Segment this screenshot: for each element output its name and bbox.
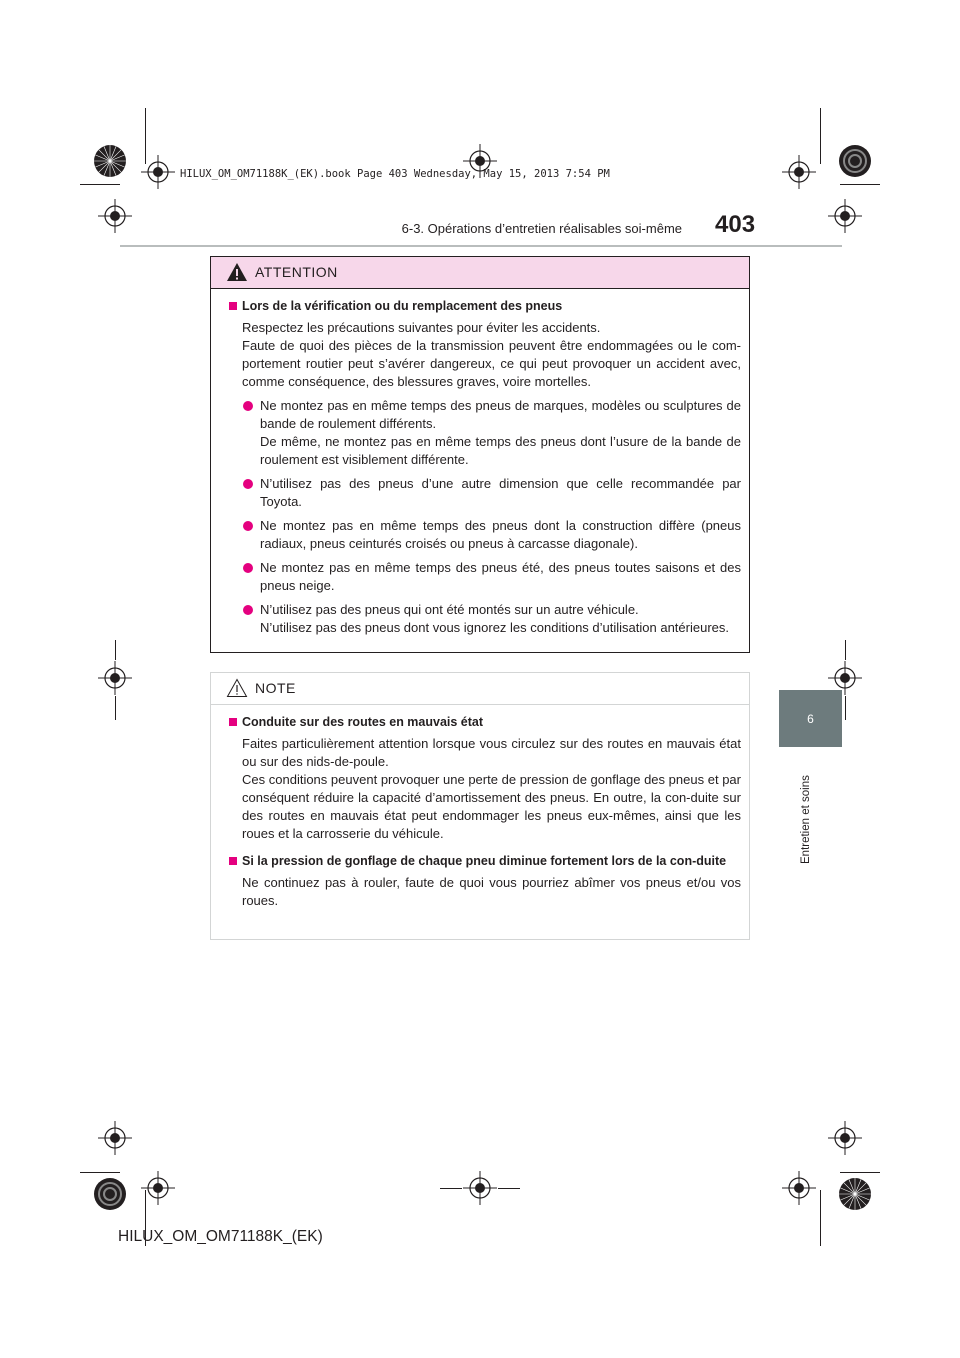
registration-mark-icon bbox=[98, 199, 132, 233]
crop-rosette-icon bbox=[838, 144, 872, 178]
attention-box bbox=[210, 256, 750, 653]
bullet-icon bbox=[243, 479, 253, 489]
list-item bbox=[229, 397, 741, 469]
registration-mark-icon bbox=[98, 1121, 132, 1155]
bullet-text: N’utilisez pas des pneus dont vous ignorez les conditions d’utilisation antérieures. bbox=[260, 620, 729, 635]
header-rule bbox=[120, 245, 842, 247]
list-item bbox=[229, 475, 741, 511]
chapter-label: Entretien et soins bbox=[800, 775, 812, 864]
intro-line: Respectez les précautions suivantes pour éviter les accidents. bbox=[242, 320, 601, 335]
bullet-icon bbox=[243, 401, 253, 411]
note-content bbox=[211, 704, 749, 910]
section-title: 6-3. Opérations d’entretien réalisables soi-même bbox=[401, 221, 682, 236]
registration-mark-icon bbox=[782, 1171, 816, 1205]
note-title: NOTE bbox=[255, 680, 296, 696]
attention-header bbox=[211, 257, 749, 289]
attention-intro bbox=[229, 319, 741, 391]
note-heading: Conduite sur des routes en mauvais état bbox=[229, 714, 741, 731]
registration-mark-icon bbox=[463, 1171, 497, 1205]
list-item bbox=[229, 601, 741, 637]
note-text: Faites particulièrement attention lorsque vous circulez sur des routes en mauvais état ou sur des nids-de-poule. bbox=[242, 736, 741, 769]
registration-mark-icon bbox=[141, 1171, 175, 1205]
list-item bbox=[229, 559, 741, 595]
intro-line: Faute de quoi des pièces de la transmission peuvent être endommagées ou le com-portement routier peut s’avérer dangereux, ce qui peut provoquer un accident avec, comme conséquence, des blessures graves, voire mortelles. bbox=[242, 338, 741, 389]
note-paragraph bbox=[229, 735, 741, 843]
bullet-text: Ne montez pas en même temps des pneus de marques, modèles ou sculptures de bande de roulement différents. bbox=[260, 398, 741, 431]
warning-icon bbox=[226, 262, 248, 282]
caution-outline-icon bbox=[226, 678, 248, 698]
attention-title: ATTENTION bbox=[255, 264, 338, 280]
crop-rosette-icon bbox=[93, 144, 127, 178]
chapter-number: 6 bbox=[807, 711, 814, 726]
registration-mark-icon bbox=[828, 199, 862, 233]
registration-mark-icon bbox=[98, 661, 132, 695]
note-text: Ne continuez pas à rouler, faute de quoi vous pourriez abîmer vos pneus et/ou vos roues. bbox=[242, 875, 741, 908]
note-paragraph bbox=[229, 874, 741, 910]
bullet-text: De même, ne montez pas en même temps des pneus dont l’usure de la bande de roulement est visiblement différente. bbox=[260, 434, 741, 467]
page-number: 403 bbox=[715, 211, 756, 238]
attention-content bbox=[211, 288, 749, 637]
attention-heading: Lors de la vérification ou du remplacement des pneus bbox=[229, 298, 741, 315]
bullet-text: Ne montez pas en même temps des pneus été, des pneus toutes saisons et des pneus neige. bbox=[260, 560, 741, 593]
note-text: Ces conditions peuvent provoquer une perte de pression de gonflage des pneus et par conséquent réduire la capacité d’amortissement des pneus. En outre, la con-duite sur des routes en mauvais état peut endommager les pneus eux-mêmes, ainsi que les roues et la carrosserie du véhicule. bbox=[242, 772, 741, 841]
registration-mark-icon bbox=[782, 155, 816, 189]
bullet-icon bbox=[243, 521, 253, 531]
registration-mark-icon bbox=[141, 155, 175, 189]
note-heading: Si la pression de gonflage de chaque pneu diminue fortement lors de la con-duite bbox=[229, 853, 741, 870]
bullet-text: N’utilisez pas des pneus qui ont été montés sur un autre véhicule. bbox=[260, 602, 639, 617]
manual-code: HILUX_OM_OM71188K_(EK) bbox=[118, 1228, 323, 1245]
bullet-icon bbox=[243, 563, 253, 573]
crop-rosette-icon bbox=[838, 1177, 872, 1211]
registration-mark-icon bbox=[828, 1121, 862, 1155]
crop-rosette-icon bbox=[93, 1177, 127, 1211]
note-box bbox=[210, 672, 750, 940]
list-item bbox=[229, 517, 741, 553]
bullet-text: N’utilisez pas des pneus d’une autre dimension que celle recommandée par Toyota. bbox=[260, 476, 741, 509]
bullet-icon bbox=[243, 605, 253, 615]
note-header bbox=[211, 673, 749, 705]
bullet-text: Ne montez pas en même temps des pneus dont la construction diffère (pneus radiaux, pneus ceinturés croisés ou pneus à carcasse diagonale). bbox=[260, 518, 741, 551]
chapter-tab bbox=[779, 690, 842, 747]
printer-slug: HILUX_OM_OM71188K_(EK).book Page 403 Wednesday, May 15, 2013 7:54 PM bbox=[180, 168, 610, 180]
